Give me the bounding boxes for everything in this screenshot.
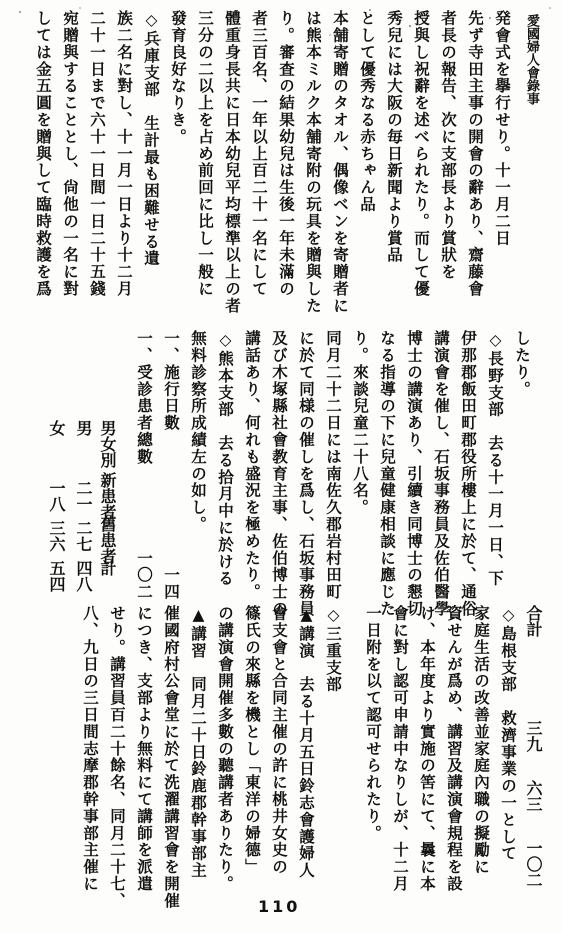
mid-text-col-3: 講演會を催し、石坂事務員及佐伯醫學 (432, 330, 451, 618)
mid-text-col-6: り。來談兒童二十八名。 (351, 330, 370, 516)
table-row-male-total: 四八 (74, 560, 93, 592)
table-row-female-old: 三六 (47, 520, 66, 552)
mid-text-col-11: ◇熊本支部 去る拾月中に於ける (216, 330, 235, 587)
table-row-total-new: 三九 (524, 720, 543, 752)
bot-text-col-7: ▲講演 去る十月五日鈴志會護婦人 (297, 605, 316, 879)
bot-text-col-8: 會支會と合同主催の許に桃井女史の (270, 605, 289, 876)
mid-text-col-1: ◇長野支部 去る十一月一日、下 (486, 330, 505, 587)
top-text-col-3: 授與し祝辭を述べられたり。而して優 (412, 10, 431, 298)
top-text-col-1: 先ず寺田主事の開會の辭あり、齋藤會 (466, 10, 485, 298)
mid-text-col-14: 一、受診患者總數 一〇二 (135, 330, 154, 601)
table-row-male-old: 二七 (74, 520, 93, 552)
bot-text-col-5: 一日附を以て認可せられたり。 (364, 605, 383, 842)
top-text-col-16: 宛贈與することとし、尙他の一名に對 (61, 10, 80, 298)
bot-text-col-10: の講演會開催多數の聽講者ありたり。 (216, 605, 235, 893)
table-header-sex: 男女別 (98, 420, 117, 468)
page-number: 110 (258, 897, 301, 916)
bot-text-col-14: せり。講習員百二十餘名、同月二十七、 (108, 605, 127, 910)
top-text-col-14: 族二名に對し、十一月一日より十二月 (115, 10, 134, 298)
mid-text-col-5: なる指導の下に兒童健康相談に應じた (378, 330, 397, 618)
mid-text-col-13: 一、施行日數 一四 (162, 330, 181, 601)
table-row-total-old: 六三 (524, 780, 543, 812)
table-header-old: 舊患者 (98, 516, 117, 564)
table-row-female-total: 五四 (47, 560, 66, 592)
bot-text-col-12: 催國府村公會堂に於て洗濯講習會を開催 (162, 605, 181, 910)
bot-text-col-4: 會に對し認可申請中なりしが、十二月 (391, 605, 410, 893)
bot-text-col-1: 家庭生活の改善並家庭內職の擬勵に (472, 605, 491, 876)
mid-text-col-10: 講話あり、何れも盛況を極めたり。 (243, 330, 262, 601)
table-header-total: 計 (98, 560, 117, 576)
table-header-new: 新患者 (98, 472, 117, 520)
mid-text-col-12: 無料診察所成績左の如し。 (189, 330, 208, 533)
section-title: 愛國婦人會錄事 (524, 14, 539, 105)
top-text-col-12: 發育良好なりき。 (169, 10, 188, 146)
top-text-col-2: 者長の報告、次に支部長より賞狀を (439, 10, 458, 281)
top-text-col-4: 秀兒には大阪の毎日新聞より賞品 (385, 10, 404, 264)
bot-text-col-3: け、本年度より實施の筈にて、曩に本 (418, 605, 437, 893)
mid-text-col-8: に於て同様の催しを爲し、石坂事務員 (297, 330, 316, 618)
table-row-total-label: 合計 (524, 605, 543, 637)
table-row-female-new: 一八 (47, 480, 66, 512)
top-text-col-7: は熊本ミルク本舗寄附の玩具を贈與した (304, 10, 323, 315)
top-text-col-5: として優秀なる赤ちゃん品 (358, 10, 377, 213)
bot-text-col-6: ◇三重支部 (324, 605, 343, 693)
top-text-col-11: 三分の二以上を占め前回に比し一般に (196, 10, 215, 298)
bot-text-col-15: 八、九日の三日間志摩郡幹事部主催に (81, 605, 100, 893)
top-text-col-10: 體重身長共に日本幼兒平均標準以上の者 (223, 10, 242, 315)
bot-text-col-9: 篠氏の來縣を機とし「東洋の婦德」 (243, 605, 262, 876)
top-text-col-0: 発會式を擧行せり。十一月二日 (493, 10, 512, 247)
bot-text-col-11: ▲講習 同月二十日鈴鹿郡幹事部主 (189, 605, 208, 879)
bot-text-col-13: につき、支部より無料にて講師を派遣 (135, 605, 154, 893)
mid-text-col-2: 伊那郡飯田町郡役所樓上に於て、通俗 (459, 330, 478, 618)
table-row-male-new: 二一 (74, 480, 93, 512)
bot-text-col-0: ◇島根支部 救濟事業の一として (499, 605, 518, 862)
bot-text-col-2: 資せんが爲め、講習及講演會規程を設 (445, 605, 464, 893)
mid-text-col-0: したり。 (513, 330, 532, 398)
mid-text-col-4: 博士の講演あり、引續き同博士の懇切 (405, 330, 424, 618)
mid-text-col-7: 同月二十二日には南佐久郡岩村田町 (324, 330, 343, 601)
mid-text-col-9: 及び木塚縣社會教育主事、佐伯博士の (270, 330, 289, 618)
top-text-col-15: 二十一日まで六十一日間一日二十五錢 (88, 10, 107, 298)
top-text-col-17: しては金五圓を贈與して臨時救護を爲 (34, 10, 53, 298)
top-text-col-6: 本舗寄贈のタオル、偶像ベンを寄贈者に (331, 10, 350, 315)
table-row-total-total: 一〇二 (524, 840, 543, 888)
table-row-male-label: 男 (74, 420, 93, 436)
top-text-col-8: り。審査の結果幼兒は生後一年未滿の (277, 10, 296, 298)
top-text-col-13: ◇兵庫支部 生計最も困難せる遺 (142, 10, 161, 267)
table-row-female-label: 女 (47, 420, 66, 436)
top-text-col-9: 者三百名、一年以上百二十一名にして (250, 10, 269, 298)
